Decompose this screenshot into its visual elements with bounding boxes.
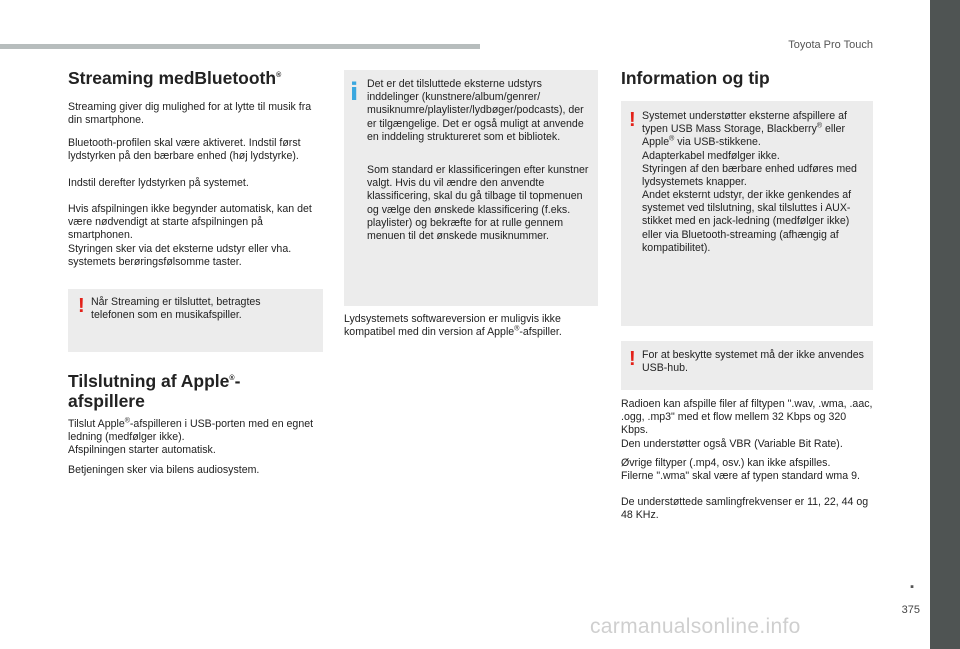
top-rule (0, 44, 480, 49)
paragraph-frequencies: De understøttede samlingfrekvenser er 11, 22, 44 og 48 KHz. (621, 496, 869, 522)
paragraph-playback-start: Hvis afspilningen ikke begynder automatisk, kan det være nødvendigt at starte afspilningen på smartphonen. (68, 203, 312, 242)
warning-text-streaming: Når Streaming er tilsluttet, betragtes telefonen som en musikafspiller. (91, 296, 261, 322)
paragraph-other-types: Øvrige filtyper (.mp4, osv.) kan ikke afspilles. (621, 457, 831, 469)
heading-apple-players: Tilslutning af Apple®- afspillere (68, 371, 241, 411)
info-text-categories: Det er det tilsluttede eksterne udstyrs inddelinger (kunstnere/album/genrer/ musiknumre/playlister/lydbøger/podcasts), der er tilgængelige. Det er også muligt at anvende en inddeling struktureret som et bibliotek. (367, 78, 584, 143)
paragraph-volume: Indstil derefter lydstyrken på systemet. (68, 177, 249, 189)
warning-icon: ! (629, 109, 636, 131)
heading-information-tips: Information og tip (621, 68, 770, 88)
paragraph-streaming-intro: Streaming giver dig mulighed for at lytte til musik fra din smartphone. (68, 101, 312, 127)
info-box-classification (344, 70, 598, 306)
warning-icon: ! (78, 295, 85, 317)
warning-text-aux: Andet eksternt udstyr, der ikke genkendes af systemet ved tilslutning, skal tilsluttes i AUX-stikket med en jack-ledning (medfølger ikke) eller via Bluetooth-streaming (afhængig af kompatibilitet). (642, 189, 852, 254)
warning-box-streaming (68, 289, 323, 352)
heading-streaming-bluetooth: Streaming medBluetooth® (68, 68, 282, 88)
paragraph-autoplay: Afspilningen starter automatisk. (68, 444, 216, 456)
paragraph-software-version: Lydsystemets softwareversion er muligvis ikke kompatibel med din version af Apple®-afspiller. (344, 313, 562, 339)
warning-text-usb-hub: For at beskytte systemet må der ikke anvendes USB-hub. (642, 349, 864, 375)
paragraph-operation: Betjeningen sker via bilens audiosystem. (68, 464, 260, 476)
header-title: Toyota Pro Touch (788, 39, 873, 51)
paragraph-controls: Styringen sker via det eksterne udstyr eller vha. systemets berøringsfølsomme taster. (68, 243, 292, 269)
warning-box-usb-hub (621, 341, 873, 390)
warning-text-usb-support: Systemet understøtter eksterne afspillere af typen USB Mass Storage, Blackberry® eller Apple® via USB-stikkene. (642, 110, 847, 149)
info-text-classification: Som standard er klassificeringen efter kunstner valgt. Hvis du vil ændre den anvendte klassificering, skal du gå tilbage til topmenuen og vælge den ønskede klassificering (f.eks. playlister) og bekræfte for at rulle gennem menuen til det ønskede musiknummer. (367, 164, 589, 243)
paragraph-vbr: Den understøtter også VBR (Variable Bit Rate). (621, 438, 843, 450)
paragraph-apple-connect: Tilslut Apple®-afspilleren i USB-porten med en egnet ledning (medfølger ikke). (68, 417, 314, 444)
warning-text-adapter: Adapterkabel medfølger ikke. (642, 150, 780, 162)
paragraph-file-types: Radioen kan afspille filer af filtypen ".wav, .wma, .aac, .ogg, .mp3" med et flow mellem 32 Kbps og 320 Kbps. (621, 398, 873, 437)
continue-marker: ▪ (910, 581, 914, 593)
paragraph-wma: Filerne ".wma" skal være af typen standard wma 9. (621, 470, 860, 482)
warning-text-device-control: Styringen af den bærbare enhed udføres med lydsystemets knapper. (642, 163, 857, 189)
info-icon: i (350, 78, 359, 106)
page-edge-tab (930, 0, 960, 649)
page-number: 375 (901, 604, 920, 616)
warning-icon: ! (629, 348, 636, 370)
watermark: carmanualsonline.info (590, 615, 801, 638)
paragraph-bluetooth-profile: Bluetooth-profilen skal være aktiveret. Indstil først lydstyrken på den bærbare enhed (høj lydstyrke). (68, 137, 301, 163)
warning-box-usb (621, 101, 873, 326)
